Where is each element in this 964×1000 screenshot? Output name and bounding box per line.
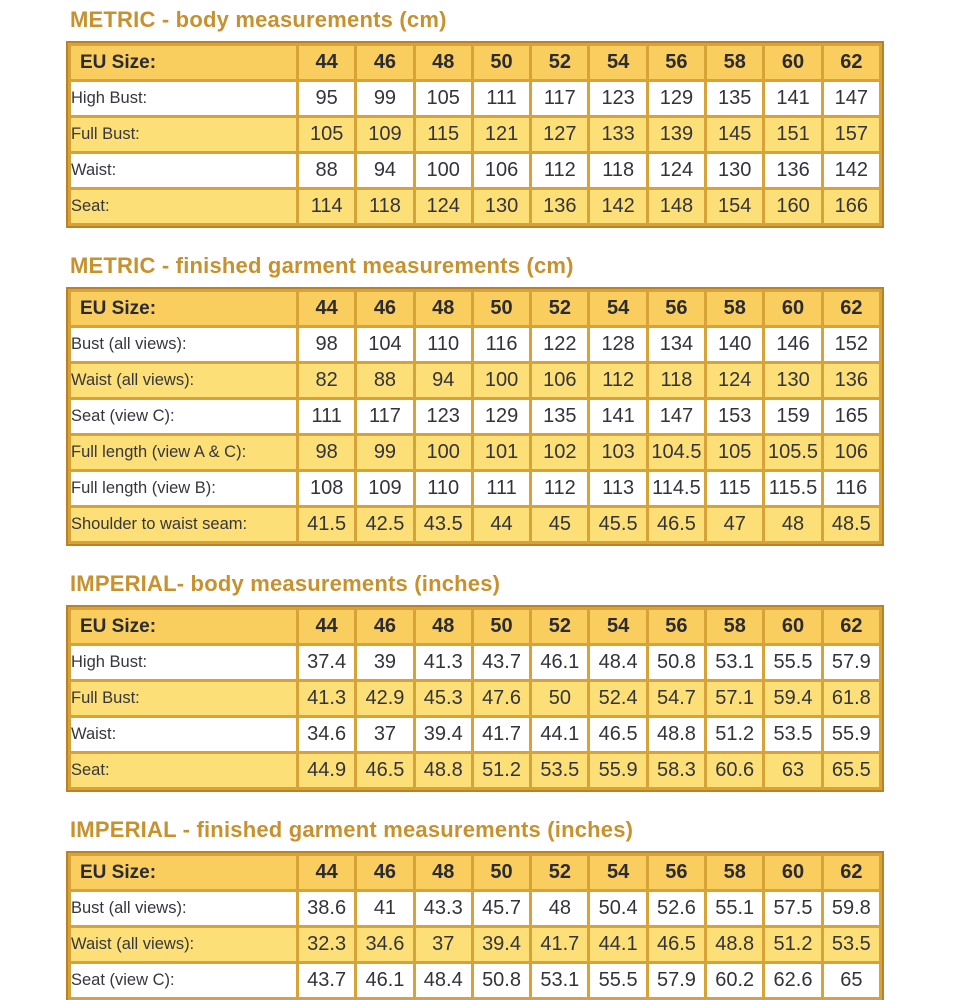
measurement-value-cell: 48.8	[647, 717, 705, 753]
measurement-value-cell: 50	[531, 681, 589, 717]
measurement-row-label: Full length (view A & C):	[70, 435, 298, 471]
size-column-header: 46	[356, 609, 414, 645]
measurement-value-cell: 47.6	[472, 681, 530, 717]
size-column-header: 58	[706, 609, 764, 645]
measurement-value-cell: 54.7	[647, 681, 705, 717]
size-table-body	[70, 891, 881, 999]
size-column-header: 44	[298, 609, 356, 645]
measurement-value-cell: 122	[531, 327, 589, 363]
size-column-header: 58	[706, 855, 764, 891]
size-column-header: 48	[414, 291, 472, 327]
measurement-value-cell: 129	[647, 81, 705, 117]
measurement-value-cell: 88	[356, 363, 414, 399]
measurement-value-cell: 145	[706, 117, 764, 153]
section-title-imperial-body: IMPERIAL- body measurements (inches)	[70, 571, 501, 596]
size-column-header: 56	[647, 45, 705, 81]
measurement-value-cell: 116	[822, 471, 880, 507]
size-column-header: 46	[356, 855, 414, 891]
size-column-header: 46	[356, 45, 414, 81]
measurement-value-cell: 48.4	[414, 963, 472, 999]
measurement-value-cell: 48	[531, 891, 589, 927]
measurement-row	[70, 471, 881, 507]
measurement-value-cell: 45.3	[414, 681, 472, 717]
measurement-value-cell: 116	[472, 327, 530, 363]
size-table-body	[70, 81, 881, 225]
measurement-value-cell: 114	[298, 189, 356, 225]
size-column-header: 54	[589, 609, 647, 645]
measurement-value-cell: 55.1	[706, 891, 764, 927]
size-column-header: 62	[822, 45, 880, 81]
measurement-value-cell: 59.8	[822, 891, 880, 927]
measurement-value-cell: 61.8	[822, 681, 880, 717]
measurement-value-cell: 115	[706, 471, 764, 507]
measurement-value-cell: 124	[647, 153, 705, 189]
measurement-value-cell: 41.7	[472, 717, 530, 753]
measurement-row	[70, 363, 881, 399]
measurement-value-cell: 100	[414, 153, 472, 189]
measurement-value-cell: 112	[589, 363, 647, 399]
section-imperial-body	[68, 570, 964, 790]
measurement-value-cell: 136	[822, 363, 880, 399]
size-column-header: 44	[298, 855, 356, 891]
measurement-value-cell: 147	[647, 399, 705, 435]
measurement-value-cell: 99	[356, 81, 414, 117]
measurement-row	[70, 645, 881, 681]
section-title-metric-body: METRIC - body measurements (cm)	[70, 7, 447, 32]
measurement-value-cell: 55.5	[589, 963, 647, 999]
eu-size-header-row	[70, 855, 881, 891]
measurement-value-cell: 45.7	[472, 891, 530, 927]
eu-size-label: EU Size:	[70, 855, 298, 891]
measurement-value-cell: 153	[706, 399, 764, 435]
measurement-value-cell: 44.1	[531, 717, 589, 753]
size-column-header: 62	[822, 291, 880, 327]
measurement-value-cell: 48	[764, 507, 822, 543]
measurement-value-cell: 60.6	[706, 753, 764, 789]
measurement-value-cell: 148	[647, 189, 705, 225]
size-column-header: 48	[414, 855, 472, 891]
measurement-value-cell: 165	[822, 399, 880, 435]
measurement-value-cell: 110	[414, 471, 472, 507]
measurement-value-cell: 114.5	[647, 471, 705, 507]
size-column-header: 50	[472, 45, 530, 81]
measurement-value-cell: 112	[531, 471, 589, 507]
measurement-value-cell: 136	[764, 153, 822, 189]
metric-body-measurements-table	[68, 43, 882, 226]
measurement-row	[70, 117, 881, 153]
size-table-header	[70, 291, 881, 327]
measurement-value-cell: 44.9	[298, 753, 356, 789]
imperial-finished-garment-table	[68, 853, 882, 1000]
eu-size-header-row	[70, 45, 881, 81]
section-metric-finished	[68, 252, 964, 544]
size-column-header: 48	[414, 609, 472, 645]
size-column-header: 58	[706, 45, 764, 81]
measurement-value-cell: 37	[356, 717, 414, 753]
measurement-value-cell: 65	[822, 963, 880, 999]
measurement-value-cell: 159	[764, 399, 822, 435]
measurement-row	[70, 189, 881, 225]
measurement-value-cell: 43.5	[414, 507, 472, 543]
size-column-header: 56	[647, 855, 705, 891]
measurement-value-cell: 108	[298, 471, 356, 507]
measurement-value-cell: 101	[472, 435, 530, 471]
measurement-value-cell: 60.2	[706, 963, 764, 999]
measurement-value-cell: 44.1	[589, 927, 647, 963]
measurement-value-cell: 46.5	[647, 507, 705, 543]
measurement-value-cell: 51.2	[764, 927, 822, 963]
eu-size-header-row	[70, 291, 881, 327]
measurement-value-cell: 39.4	[472, 927, 530, 963]
measurement-value-cell: 100	[472, 363, 530, 399]
measurement-value-cell: 57.9	[647, 963, 705, 999]
measurement-value-cell: 94	[356, 153, 414, 189]
measurement-value-cell: 39.4	[414, 717, 472, 753]
measurement-row	[70, 435, 881, 471]
measurement-value-cell: 58.3	[647, 753, 705, 789]
size-column-header: 62	[822, 855, 880, 891]
size-table-header	[70, 609, 881, 645]
measurement-row-label: Bust (all views):	[70, 891, 298, 927]
measurement-value-cell: 48.8	[706, 927, 764, 963]
size-column-header: 50	[472, 609, 530, 645]
measurement-value-cell: 140	[706, 327, 764, 363]
size-column-header: 50	[472, 291, 530, 327]
measurement-value-cell: 44	[472, 507, 530, 543]
metric-finished-garment-table	[68, 289, 882, 544]
measurement-value-cell: 118	[647, 363, 705, 399]
measurement-value-cell: 48.4	[589, 645, 647, 681]
measurement-value-cell: 123	[589, 81, 647, 117]
measurement-value-cell: 157	[822, 117, 880, 153]
measurement-value-cell: 130	[706, 153, 764, 189]
measurement-value-cell: 50.4	[589, 891, 647, 927]
measurement-value-cell: 41.7	[531, 927, 589, 963]
measurement-value-cell: 55.9	[822, 717, 880, 753]
measurement-row-label: Waist:	[70, 153, 298, 189]
size-column-header: 52	[531, 291, 589, 327]
measurement-row	[70, 507, 881, 543]
measurement-value-cell: 62.6	[764, 963, 822, 999]
size-column-header: 60	[764, 45, 822, 81]
measurement-row-label: Full Bust:	[70, 117, 298, 153]
measurement-value-cell: 130	[764, 363, 822, 399]
size-column-header: 56	[647, 609, 705, 645]
size-column-header: 54	[589, 291, 647, 327]
measurement-value-cell: 53.5	[531, 753, 589, 789]
size-column-header: 44	[298, 291, 356, 327]
measurement-value-cell: 34.6	[356, 927, 414, 963]
measurement-value-cell: 65.5	[822, 753, 880, 789]
measurement-value-cell: 106	[822, 435, 880, 471]
size-column-header: 62	[822, 609, 880, 645]
size-column-header: 44	[298, 45, 356, 81]
measurement-value-cell: 104.5	[647, 435, 705, 471]
measurement-value-cell: 45	[531, 507, 589, 543]
measurement-value-cell: 110	[414, 327, 472, 363]
measurement-row	[70, 963, 881, 999]
measurement-value-cell: 105.5	[764, 435, 822, 471]
measurement-value-cell: 41	[356, 891, 414, 927]
measurement-value-cell: 147	[822, 81, 880, 117]
eu-size-label: EU Size:	[70, 45, 298, 81]
measurement-value-cell: 41.5	[298, 507, 356, 543]
measurement-value-cell: 111	[298, 399, 356, 435]
eu-size-label: EU Size:	[70, 609, 298, 645]
measurement-value-cell: 154	[706, 189, 764, 225]
measurement-value-cell: 111	[472, 81, 530, 117]
measurement-value-cell: 142	[822, 153, 880, 189]
measurement-value-cell: 37	[414, 927, 472, 963]
measurement-value-cell: 123	[414, 399, 472, 435]
measurement-value-cell: 146	[764, 327, 822, 363]
measurement-row-label: Shoulder to waist seam:	[70, 507, 298, 543]
measurement-row-label: Waist (all views):	[70, 363, 298, 399]
measurement-value-cell: 57.1	[706, 681, 764, 717]
measurement-value-cell: 141	[589, 399, 647, 435]
measurement-value-cell: 129	[472, 399, 530, 435]
measurement-value-cell: 57.5	[764, 891, 822, 927]
measurement-row	[70, 681, 881, 717]
measurement-value-cell: 41.3	[414, 645, 472, 681]
measurement-value-cell: 45.5	[589, 507, 647, 543]
measurement-value-cell: 50.8	[472, 963, 530, 999]
measurement-value-cell: 57.9	[822, 645, 880, 681]
measurement-value-cell: 105	[414, 81, 472, 117]
measurement-value-cell: 128	[589, 327, 647, 363]
measurement-value-cell: 51.2	[472, 753, 530, 789]
measurement-value-cell: 104	[356, 327, 414, 363]
measurement-row-label: Full length (view B):	[70, 471, 298, 507]
measurement-value-cell: 59.4	[764, 681, 822, 717]
measurement-value-cell: 48.8	[414, 753, 472, 789]
measurement-value-cell: 82	[298, 363, 356, 399]
measurement-value-cell: 52.6	[647, 891, 705, 927]
size-table-body	[70, 327, 881, 543]
measurement-value-cell: 34.6	[298, 717, 356, 753]
measurement-value-cell: 42.5	[356, 507, 414, 543]
measurement-value-cell: 135	[706, 81, 764, 117]
measurement-value-cell: 48.5	[822, 507, 880, 543]
measurement-row-label: Bust (all views):	[70, 327, 298, 363]
measurement-value-cell: 127	[531, 117, 589, 153]
section-title-imperial-finished: IMPERIAL - finished garment measurements (inches)	[70, 817, 634, 842]
measurement-row-label: High Bust:	[70, 645, 298, 681]
measurement-value-cell: 130	[472, 189, 530, 225]
measurement-row-label: High Bust:	[70, 81, 298, 117]
size-column-header: 52	[531, 855, 589, 891]
measurement-row	[70, 927, 881, 963]
measurement-value-cell: 151	[764, 117, 822, 153]
measurement-row-label: Seat:	[70, 753, 298, 789]
size-column-header: 56	[647, 291, 705, 327]
measurement-value-cell: 46.1	[531, 645, 589, 681]
measurement-value-cell: 160	[764, 189, 822, 225]
measurement-value-cell: 117	[531, 81, 589, 117]
measurement-value-cell: 139	[647, 117, 705, 153]
measurement-row	[70, 753, 881, 789]
eu-size-header-row	[70, 609, 881, 645]
measurement-value-cell: 117	[356, 399, 414, 435]
measurement-value-cell: 53.1	[531, 963, 589, 999]
measurement-row-label: Seat (view C):	[70, 963, 298, 999]
section-imperial-finished	[68, 816, 964, 1000]
size-column-header: 52	[531, 609, 589, 645]
measurement-value-cell: 113	[589, 471, 647, 507]
size-column-header: 54	[589, 45, 647, 81]
measurement-value-cell: 47	[706, 507, 764, 543]
measurement-value-cell: 52.4	[589, 681, 647, 717]
measurement-value-cell: 109	[356, 117, 414, 153]
measurement-value-cell: 99	[356, 435, 414, 471]
measurement-value-cell: 109	[356, 471, 414, 507]
size-column-header: 60	[764, 855, 822, 891]
imperial-body-measurements-table	[68, 607, 882, 790]
measurement-value-cell: 118	[589, 153, 647, 189]
measurement-value-cell: 102	[531, 435, 589, 471]
measurement-value-cell: 106	[472, 153, 530, 189]
measurement-row-label: Waist (all views):	[70, 927, 298, 963]
measurement-value-cell: 98	[298, 327, 356, 363]
measurement-value-cell: 43.7	[298, 963, 356, 999]
measurement-value-cell: 121	[472, 117, 530, 153]
section-title-metric-finished: METRIC - finished garment measurements (cm)	[70, 253, 574, 278]
measurement-row	[70, 717, 881, 753]
measurement-value-cell: 94	[414, 363, 472, 399]
eu-size-label: EU Size:	[70, 291, 298, 327]
size-table-body	[70, 645, 881, 789]
size-column-header: 54	[589, 855, 647, 891]
measurement-value-cell: 55.9	[589, 753, 647, 789]
measurement-row	[70, 399, 881, 435]
measurement-value-cell: 88	[298, 153, 356, 189]
measurement-row-label: Full Bust:	[70, 681, 298, 717]
size-column-header: 46	[356, 291, 414, 327]
size-column-header: 60	[764, 291, 822, 327]
measurement-row-label: Waist:	[70, 717, 298, 753]
measurement-value-cell: 46.1	[356, 963, 414, 999]
size-column-header: 52	[531, 45, 589, 81]
measurement-value-cell: 38.6	[298, 891, 356, 927]
measurement-value-cell: 39	[356, 645, 414, 681]
measurement-value-cell: 95	[298, 81, 356, 117]
measurement-value-cell: 46.5	[589, 717, 647, 753]
measurement-value-cell: 43.7	[472, 645, 530, 681]
measurement-row	[70, 81, 881, 117]
measurement-value-cell: 53.5	[822, 927, 880, 963]
measurement-value-cell: 111	[472, 471, 530, 507]
measurement-row-label: Seat (view C):	[70, 399, 298, 435]
measurement-row	[70, 153, 881, 189]
measurement-value-cell: 32.3	[298, 927, 356, 963]
measurement-value-cell: 98	[298, 435, 356, 471]
measurement-value-cell: 42.9	[356, 681, 414, 717]
measurement-row-label: Seat:	[70, 189, 298, 225]
measurement-value-cell: 55.5	[764, 645, 822, 681]
measurement-value-cell: 63	[764, 753, 822, 789]
measurement-row	[70, 891, 881, 927]
measurement-value-cell: 103	[589, 435, 647, 471]
measurement-value-cell: 135	[531, 399, 589, 435]
measurement-value-cell: 37.4	[298, 645, 356, 681]
measurement-value-cell: 115.5	[764, 471, 822, 507]
size-table-header	[70, 45, 881, 81]
measurement-value-cell: 134	[647, 327, 705, 363]
measurement-value-cell: 46.5	[356, 753, 414, 789]
measurement-value-cell: 166	[822, 189, 880, 225]
measurement-value-cell: 141	[764, 81, 822, 117]
size-table-header	[70, 855, 881, 891]
measurement-value-cell: 124	[706, 363, 764, 399]
measurement-value-cell: 136	[531, 189, 589, 225]
size-column-header: 60	[764, 609, 822, 645]
measurement-value-cell: 51.2	[706, 717, 764, 753]
measurement-value-cell: 115	[414, 117, 472, 153]
measurement-value-cell: 152	[822, 327, 880, 363]
size-column-header: 50	[472, 855, 530, 891]
measurement-value-cell: 53.5	[764, 717, 822, 753]
measurement-value-cell: 124	[414, 189, 472, 225]
measurement-value-cell: 142	[589, 189, 647, 225]
measurement-value-cell: 50.8	[647, 645, 705, 681]
measurement-value-cell: 106	[531, 363, 589, 399]
measurement-value-cell: 53.1	[706, 645, 764, 681]
measurement-value-cell: 105	[298, 117, 356, 153]
measurement-value-cell: 100	[414, 435, 472, 471]
measurement-value-cell: 41.3	[298, 681, 356, 717]
measurement-value-cell: 133	[589, 117, 647, 153]
measurement-value-cell: 105	[706, 435, 764, 471]
measurement-value-cell: 46.5	[647, 927, 705, 963]
measurement-value-cell: 43.3	[414, 891, 472, 927]
measurement-value-cell: 118	[356, 189, 414, 225]
measurement-value-cell: 112	[531, 153, 589, 189]
measurement-row	[70, 327, 881, 363]
size-column-header: 48	[414, 45, 472, 81]
section-metric-body	[68, 6, 964, 226]
size-column-header: 58	[706, 291, 764, 327]
